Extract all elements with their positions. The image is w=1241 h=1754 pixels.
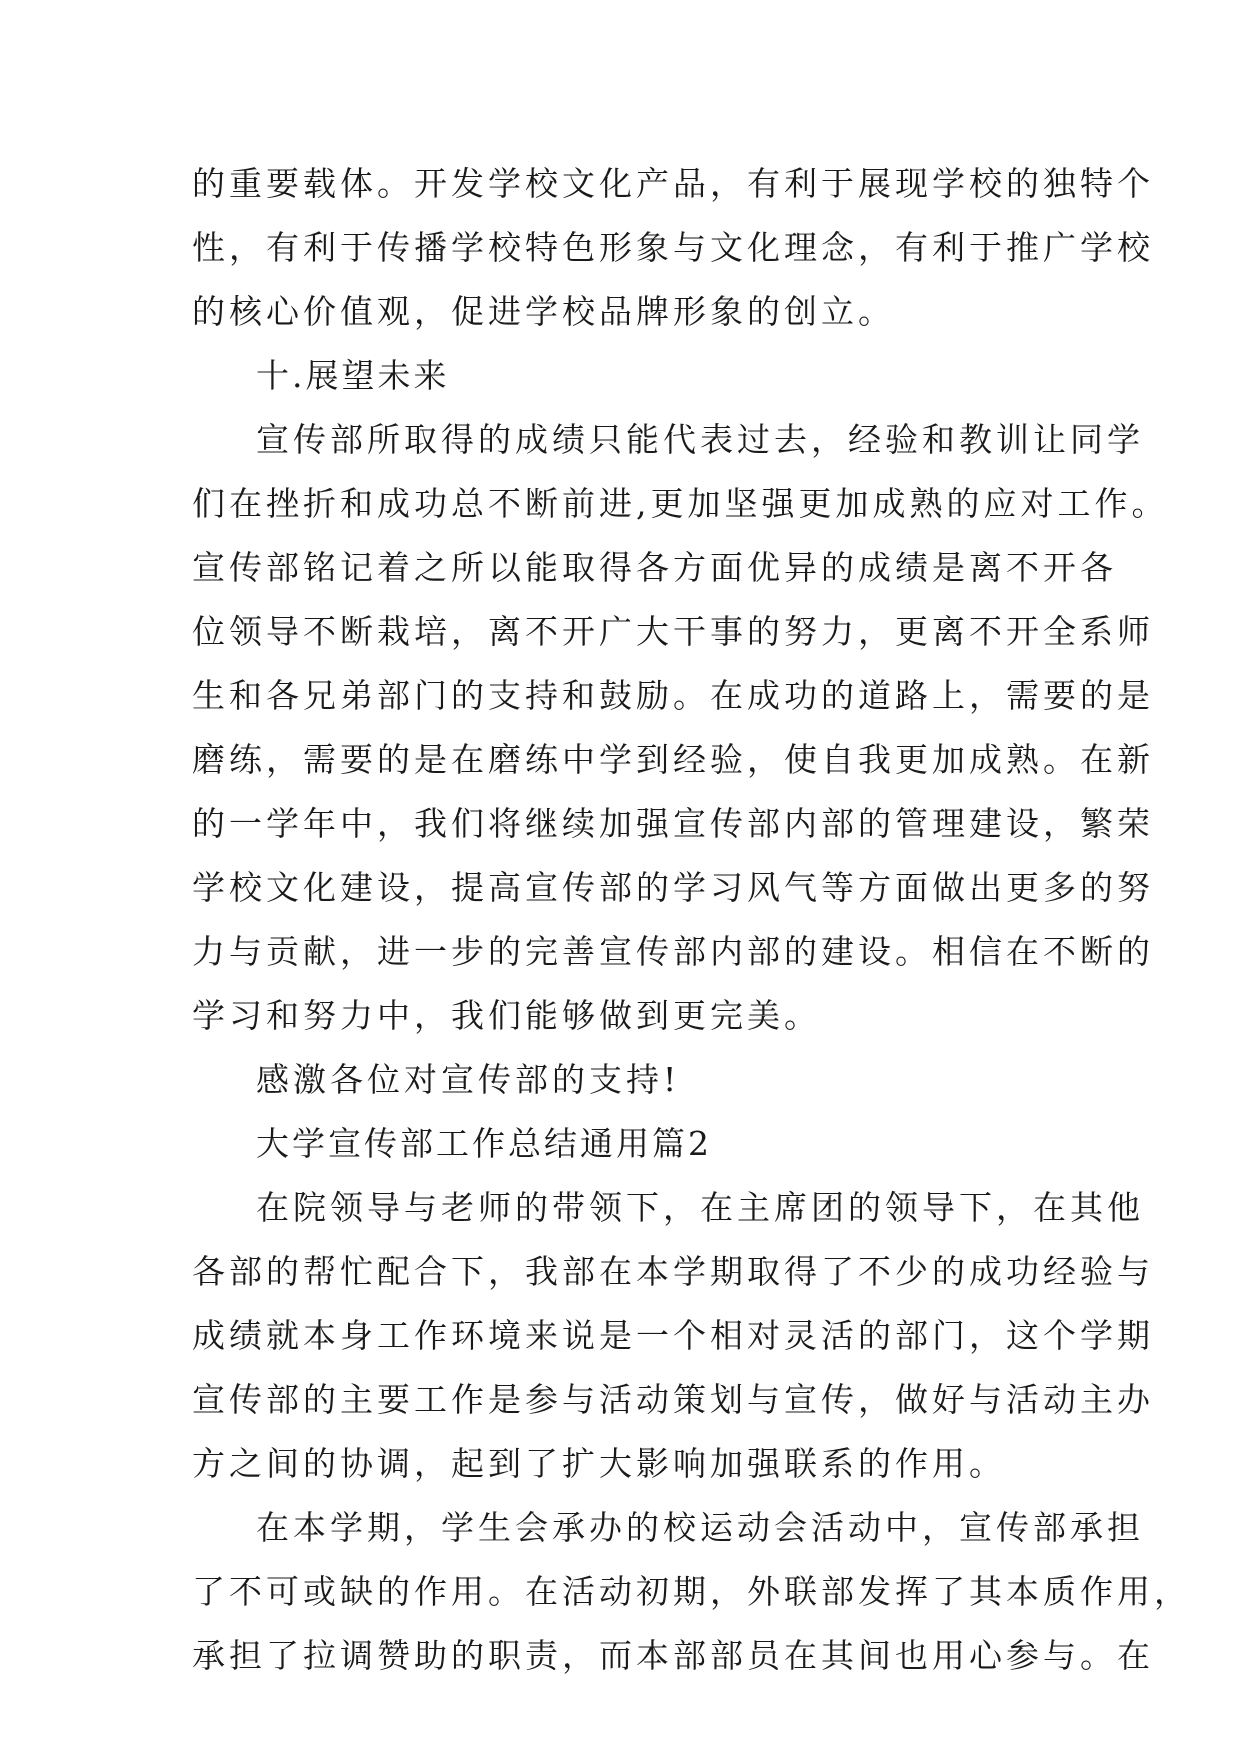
text-line: 方之间的协调，起到了扩大影响加强联系的作用。: [192, 1444, 1006, 1483]
text-line: 各部的帮忙配合下，我部在本学期取得了不少的成功经验与: [192, 1252, 1154, 1291]
section-heading: 大学宣传部工作总结通用篇2: [256, 1124, 712, 1163]
text-line: 宣传部的主要工作是参与活动策划与宣传，做好与活动主办: [192, 1380, 1154, 1419]
text-line: 性，有利于传播学校特色形象与文化理念，有利于推广学校: [192, 228, 1154, 267]
text-line: 的重要载体。开发学校文化产品，有利于展现学校的独特个: [192, 164, 1154, 203]
text-line: 在院领导与老师的带领下，在主席团的领导下，在其他: [256, 1188, 1144, 1227]
text-line: 成绩就本身工作环境来说是一个相对灵活的部门，这个学期: [192, 1316, 1154, 1355]
text-line: 宣传部铭记着之所以能取得各方面优异的成绩是离不开各: [192, 548, 1117, 587]
text-line: 生和各兄弟部门的支持和鼓励。在成功的道路上，需要的是: [192, 676, 1154, 715]
text-line: 学校文化建设，提高宣传部的学习风气等方面做出更多的努: [192, 868, 1154, 907]
text-line: 学习和努力中，我们能够做到更完美。: [192, 996, 821, 1035]
text-line: 在本学期，学生会承办的校运动会活动中，宣传部承担: [256, 1508, 1144, 1547]
text-line: 磨练，需要的是在磨练中学到经验，使自我更加成熟。在新: [192, 740, 1154, 779]
section-heading: 十.展望未来: [256, 356, 450, 395]
text-line: 力与贡献，进一步的完善宣传部内部的建设。相信在不断的: [192, 932, 1154, 971]
text-line: 位领导不断栽培，离不开广大干事的努力，更离不开全系师: [192, 612, 1154, 651]
text-line: 们在挫折和成功总不断前进,更加坚强更加成熟的应对工作。: [192, 484, 1169, 523]
text-line: 了不可或缺的作用。在活动初期，外联部发挥了其本质作用，: [192, 1572, 1191, 1611]
text-line: 承担了拉调赞助的职责，而本部部员在其间也用心参与。在: [192, 1636, 1154, 1675]
document-body: [192, 152, 1191, 1688]
text-line: 的核心价值观，促进学校品牌形象的创立。: [192, 292, 895, 331]
text-line: 宣传部所取得的成绩只能代表过去，经验和教训让同学: [256, 420, 1144, 459]
text-line: 的一学年中，我们将继续加强宣传部内部的管理建设，繁荣: [192, 804, 1154, 843]
text-line: 感激各位对宣传部的支持!: [256, 1060, 681, 1099]
